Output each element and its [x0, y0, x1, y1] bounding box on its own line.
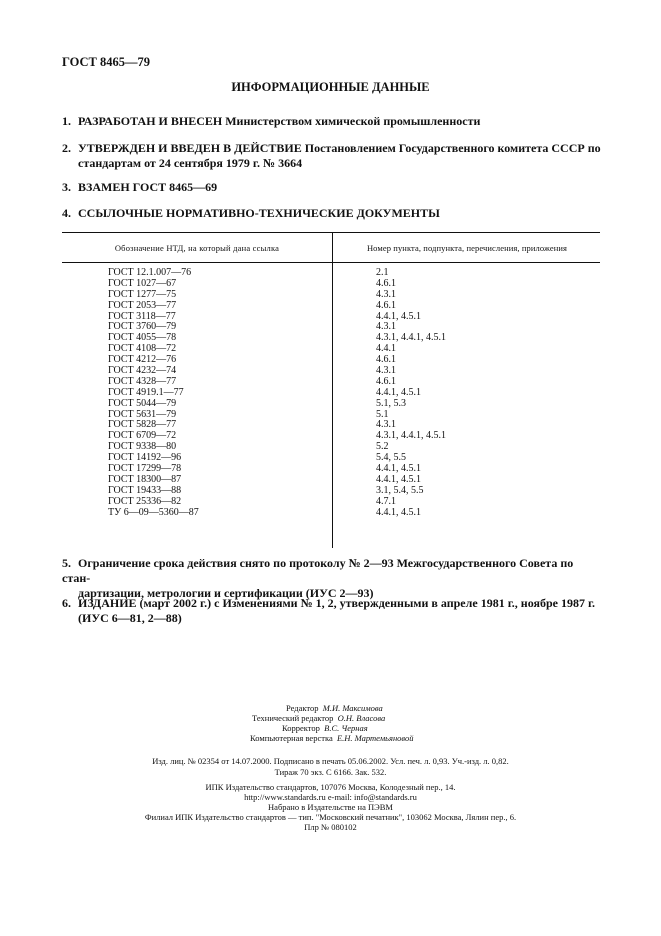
table-cell-document: ТУ 6—09—5360—87 — [108, 506, 199, 518]
section-number: 4. — [62, 206, 71, 220]
corrector-name: В.С. Черная — [324, 723, 368, 733]
table-cell-document: ГОСТ 25336—82 — [108, 495, 182, 507]
table-cell-clause: 3.1, 5.4, 5.5 — [376, 484, 424, 496]
table-cell-clause: 4.4.1, 4.5.1 — [376, 310, 421, 322]
table-top-rule — [62, 232, 600, 233]
section-text: РАЗРАБОТАН И ВНЕСЕН Министерством химической промышленности — [78, 114, 481, 128]
table-cell-clause: 5.1, 5.3 — [376, 397, 406, 409]
section-number: 2. — [62, 141, 71, 155]
imprint-tech-editor — [252, 713, 385, 723]
section-text: ВЗАМЕН ГОСТ 8465—69 — [78, 180, 218, 194]
table-cell-clause: 4.3.1 — [376, 419, 396, 431]
layout-label: Компьютерная верстка — [250, 733, 333, 743]
table-cell-document: ГОСТ 12.1.007—76 — [108, 267, 192, 278]
table-cell-document: ГОСТ 1027—67 — [108, 277, 177, 289]
table-cell-document: ГОСТ 5044—79 — [108, 397, 177, 409]
table-cell-clause: 4.7.1 — [376, 495, 396, 507]
tech-editor-label: Технический редактор — [252, 713, 334, 723]
imprint-corrector — [282, 723, 368, 733]
imprint-license: Изд. лиц. № 02354 от 14.07.2000. Подписано в печать 05.06.2002. Усл. печ. л. 0,93. Уч.-изд. л. 0,82. — [152, 756, 509, 766]
corrector-label: Корректор — [282, 723, 320, 733]
table-row — [62, 399, 600, 410]
imprint-branch: Филиал ИПК Издательство стандартов — тип. "Московский печатник", 103062 Москва, Лялин пер., 6. — [144, 812, 517, 822]
table-cell-clause: 4.6.1 — [376, 277, 396, 289]
table-cell-document: ГОСТ 3118—77 — [108, 310, 176, 322]
section-number: 1. — [62, 114, 71, 128]
table-cell-document: ГОСТ 18300—87 — [108, 473, 182, 485]
table-row — [62, 497, 600, 508]
imprint-web: http://www.standards.ru e-mail: info@standards.ru — [244, 792, 417, 802]
table-cell-document: ГОСТ 1277—75 — [108, 288, 177, 300]
section-2 — [62, 141, 602, 171]
imprint-typeset: Набрано в Издательстве на ПЭВМ — [268, 802, 393, 812]
table-cell-clause: 4.6.1 — [376, 375, 396, 387]
imprint-editor — [286, 703, 383, 713]
table-row — [62, 301, 600, 312]
imprint-plr: Плр № 080102 — [304, 822, 357, 832]
table-cell-clause: 4.3.1 — [376, 288, 396, 300]
section-6 — [62, 596, 602, 626]
document-code: ГОСТ 8465—79 — [62, 55, 151, 69]
table-cell-clause: 4.6.1 — [376, 299, 396, 311]
table-cell-clause: 5.1 — [376, 408, 389, 420]
table-cell-document: ГОСТ 3760—79 — [108, 321, 177, 333]
table-cell-document: ГОСТ 4328—77 — [108, 375, 177, 387]
table-cell-clause: 4.3.1 — [376, 321, 396, 333]
table-cell-document: ГОСТ 4212—76 — [108, 354, 177, 366]
table-cell-clause: 4.3.1 — [376, 365, 396, 377]
table-cell-clause: 5.4, 5.5 — [376, 452, 406, 464]
table-cell-clause: 2.1 — [376, 267, 389, 278]
section-1 — [62, 114, 602, 129]
table-cell-clause: 4.6.1 — [376, 354, 396, 366]
table-cell-clause: 4.3.1, 4.4.1, 4.5.1 — [376, 332, 446, 344]
table-cell-clause: 4.4.1 — [376, 343, 396, 355]
section-text-line1: УТВЕРЖДЕН И ВВЕДЕН В ДЕЙСТВИЕ Постановлением Государственного комитета СССР по — [78, 141, 601, 155]
table-cell-document: ГОСТ 5828—77 — [108, 419, 177, 431]
imprint-layout — [250, 733, 414, 743]
section-text-line1: Ограничение срока действия снято по протоколу № 2—93 Межгосударственного Совета по стан- — [62, 556, 574, 585]
table-body — [62, 268, 600, 518]
table-cell-clause: 4.4.1, 4.5.1 — [376, 473, 421, 485]
table-cell-clause: 5.2 — [376, 441, 389, 453]
section-text-line2: дартизации, метрологии и сертификации (ИУС 2—93) — [78, 586, 374, 600]
imprint-publisher: ИПК Издательство стандартов, 107076 Москва, Колодезный пер., 14. — [205, 782, 456, 792]
table-cell-document: ГОСТ 2053—77 — [108, 299, 177, 311]
table-cell-document: ГОСТ 4108—72 — [108, 343, 177, 355]
section-text-line2: (ИУС 6—81, 2—88) — [78, 611, 182, 625]
table-cell-clause: 4.4.1, 4.5.1 — [376, 463, 421, 475]
section-number: 3. — [62, 180, 71, 194]
table-cell-document: ГОСТ 9338—80 — [108, 441, 177, 453]
table-cell-document: ГОСТ 4232—74 — [108, 365, 177, 377]
table-cell-document: ГОСТ 5631—79 — [108, 408, 177, 420]
table-cell-clause: 4.4.1, 4.5.1 — [376, 506, 421, 518]
table-cell-document: ГОСТ 4919.1—77 — [108, 386, 184, 398]
table-cell-document: ГОСТ 19433—88 — [108, 484, 182, 496]
table-header-clause: Номер пункта, подпункта, перечисления, приложения — [366, 243, 568, 253]
layout-name: Е.Н. Мартемьяновой — [336, 733, 414, 743]
table-cell-clause: 4.3.1, 4.4.1, 4.5.1 — [376, 430, 446, 442]
page-title: ИНФОРМАЦИОННЫЕ ДАННЫЕ — [231, 80, 430, 94]
tech-editor-name: О.Н. Власова — [337, 713, 386, 723]
section-text-line1: ИЗДАНИЕ (март 2002 г.) с Изменениями № 1, 2, утвержденными в апреле 1981 г., ноябре 1987 г. — [78, 596, 596, 610]
table-cell-clause: 4.4.1, 4.5.1 — [376, 386, 421, 398]
table-cell-document: ГОСТ 14192—96 — [108, 452, 182, 464]
section-text: ССЫЛОЧНЫЕ НОРМАТИВНО-ТЕХНИЧЕСКИЕ ДОКУМЕНТЫ — [78, 206, 440, 220]
section-text-line2: стандартам от 24 сентября 1979 г. № 3664 — [78, 156, 303, 170]
section-number: 6. — [62, 596, 71, 610]
table-row — [62, 508, 600, 519]
editor-name: М.И. Максимова — [322, 703, 383, 713]
editor-label: Редактор — [286, 703, 319, 713]
section-number: 5. — [62, 556, 71, 570]
section-3 — [62, 180, 602, 195]
imprint-run: Тираж 70 экз. С 6166. Зак. 532. — [274, 767, 387, 777]
table-cell-document: ГОСТ 4055—78 — [108, 332, 177, 344]
table-cell-document: ГОСТ 6709—72 — [108, 430, 177, 442]
section-4 — [62, 206, 602, 221]
table-header-rule — [62, 262, 600, 263]
section-5 — [62, 556, 602, 601]
table-cell-document: ГОСТ 17299—78 — [108, 463, 182, 475]
table-header-document: Обозначение НТД, на который дана ссылка — [114, 243, 280, 253]
